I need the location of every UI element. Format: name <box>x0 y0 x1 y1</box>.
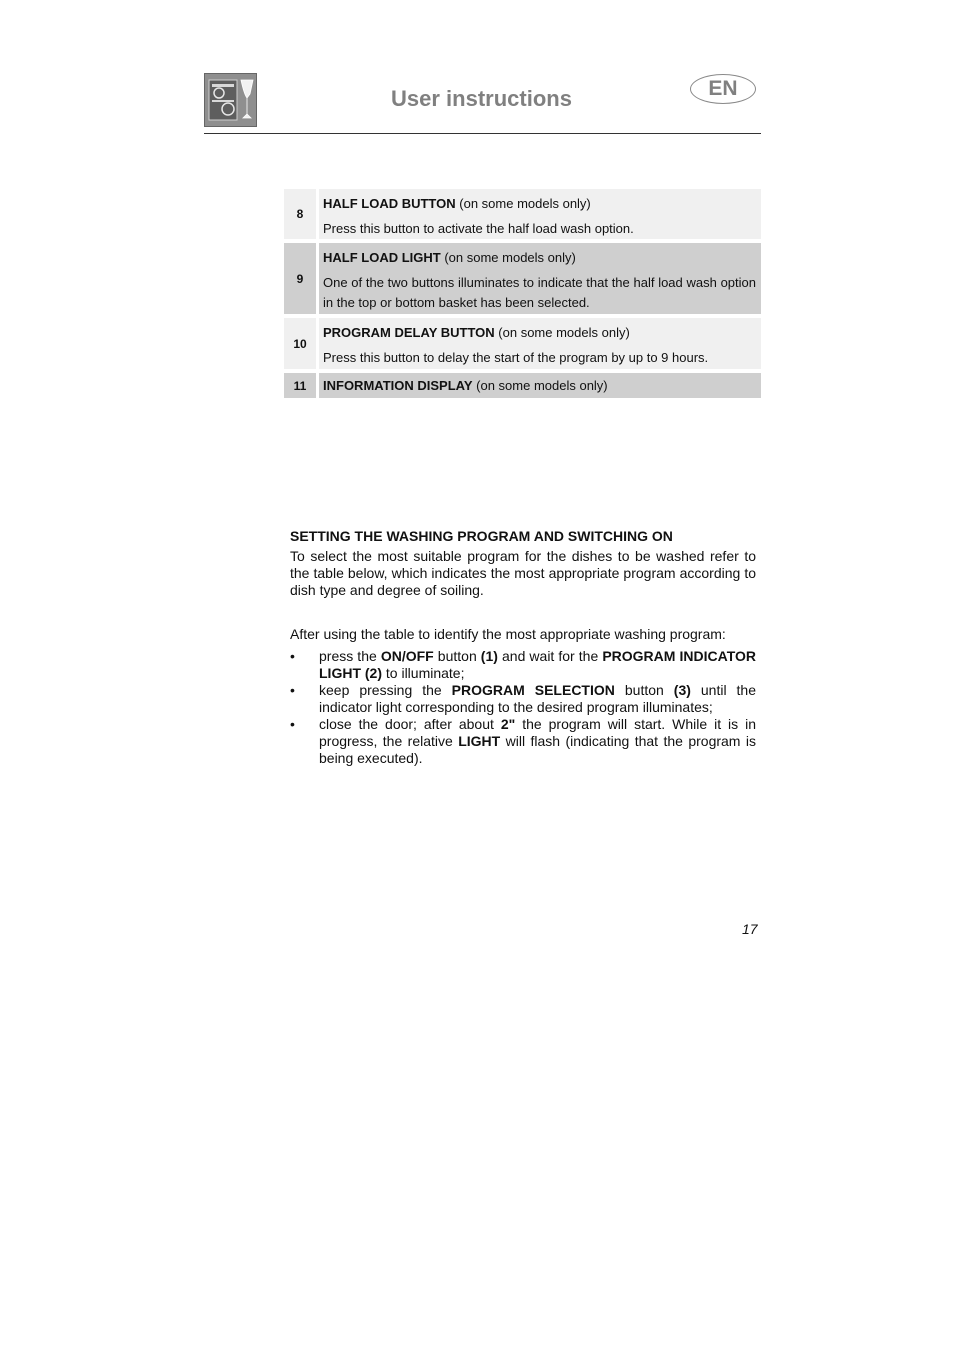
step-bold: 2" <box>500 716 516 732</box>
step-bold: ON/OFF <box>380 648 434 664</box>
row-description <box>319 318 761 369</box>
row-text: Press this button to delay the start of the program by up to 9 hours. <box>323 350 709 365</box>
step-text: press the <box>319 648 381 664</box>
section-heading: SETTING THE WASHING PROGRAM AND SWITCHING ON <box>290 528 673 544</box>
section-after: After using the table to identify the most appropriate washing program: <box>290 626 726 642</box>
page-number: 17 <box>742 921 758 937</box>
row-note: (on some models only) <box>498 325 630 340</box>
row-description <box>319 243 761 314</box>
table-row <box>284 373 761 398</box>
row-text: Press this button to activate the half load wash option. <box>323 221 634 236</box>
program-section <box>290 528 756 767</box>
header-divider <box>204 133 761 134</box>
step-bold: (1) <box>480 648 498 664</box>
row-note: (on some models only) <box>444 250 576 265</box>
language-badge: EN <box>690 74 756 104</box>
list-item <box>290 716 756 767</box>
section-intro: To select the most suitable program for the dishes to be washed refer to the table below, which indicates the most appropriate program according to dish type and degree of soiling. <box>290 548 756 598</box>
step-text: keep pressing the <box>319 682 452 698</box>
step-text: until the indicator light corresponding to the desired program illuminates; <box>319 682 757 715</box>
step-text: and wait for the <box>497 648 603 664</box>
row-number: 10 <box>284 318 316 369</box>
row-title: HALF LOAD LIGHT <box>323 250 441 265</box>
row-number: 9 <box>284 243 316 314</box>
row-title: INFORMATION DISPLAY <box>323 378 473 393</box>
row-number: 11 <box>284 373 316 398</box>
step-bold: PROGRAM INDICATOR LIGHT (2) <box>319 648 756 681</box>
row-note: (on some models only) <box>459 196 591 211</box>
page-title: User instructions <box>391 86 572 111</box>
table-row <box>284 189 761 239</box>
row-title: PROGRAM DELAY BUTTON <box>323 325 495 340</box>
step-text: close the door; after about <box>319 716 501 732</box>
bullet: • <box>290 648 295 664</box>
step-text: the program will start. While it is in progress, the relative <box>319 716 756 749</box>
step-bold: PROGRAM SELECTION <box>451 682 615 698</box>
step-bold: (3) <box>673 682 691 698</box>
step-text: will flash (indicating that the program is being executed). <box>319 733 756 766</box>
row-note: (on some models only) <box>476 378 608 393</box>
feature-table <box>284 189 761 399</box>
bullet: • <box>290 716 295 732</box>
row-description <box>319 373 761 398</box>
dishwasher-logo-icon <box>204 73 257 127</box>
table-row <box>284 243 761 314</box>
row-description <box>319 189 761 239</box>
steps-list <box>290 648 756 767</box>
step-text: button <box>614 682 674 698</box>
row-title: HALF LOAD BUTTON <box>323 196 456 211</box>
table-row <box>284 318 761 369</box>
list-item <box>290 648 756 682</box>
step-text: button <box>433 648 481 664</box>
list-item <box>290 682 756 716</box>
row-number: 8 <box>284 189 316 239</box>
bullet: • <box>290 682 295 698</box>
step-text: to illuminate; <box>382 665 465 681</box>
step-bold: LIGHT <box>458 733 501 749</box>
row-text: One of the two buttons illuminates to indicate that the half load wash option in the top or bottom basket has been selected. <box>323 275 756 310</box>
